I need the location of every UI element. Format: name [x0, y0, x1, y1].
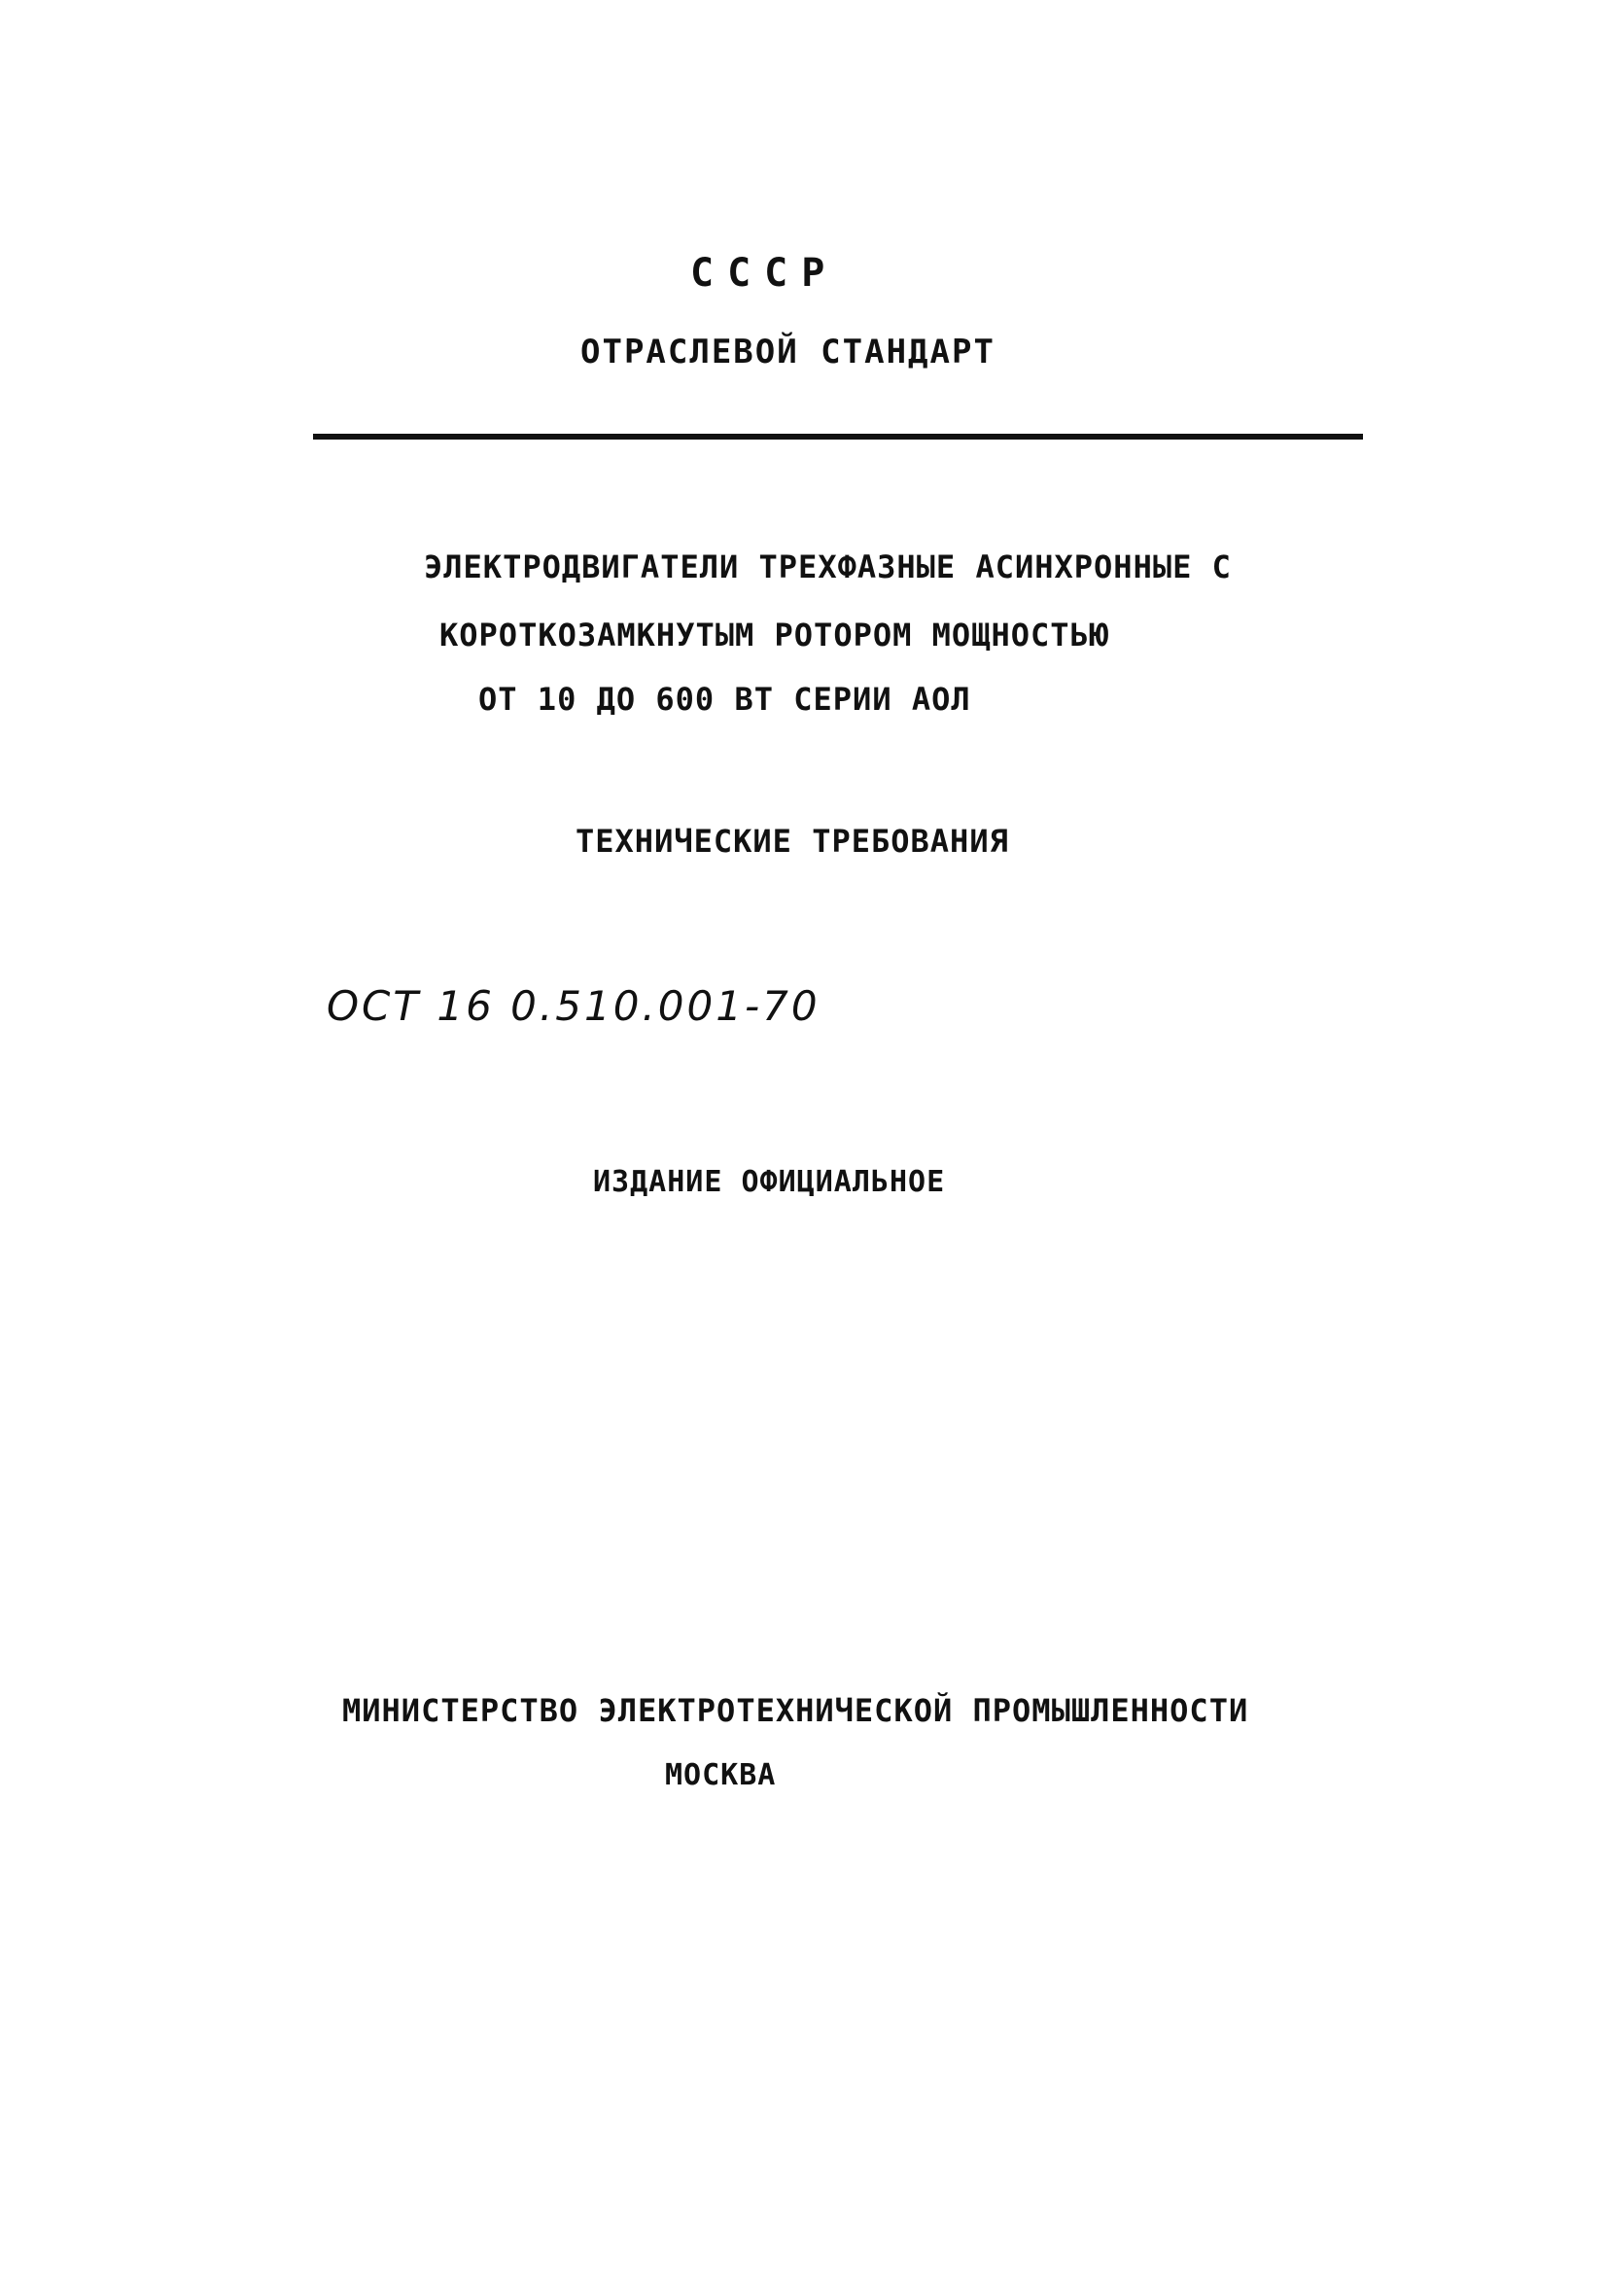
country-heading: СССР	[690, 251, 839, 296]
subtitle: ТЕХНИЧЕСКИЕ ТРЕБОВАНИЯ	[576, 823, 1009, 860]
standard-type-heading: ОТРАСЛЕВОЙ СТАНДАРТ	[580, 333, 996, 371]
header-divider	[313, 434, 1363, 440]
standard-designation: ОСТ 16 0.510.001-70	[327, 982, 821, 1030]
publication-city: МОСКВА	[665, 1758, 777, 1792]
title-line-3: ОТ 10 ДО 600 ВТ СЕРИИ АОЛ	[478, 681, 971, 718]
edition-note: ИЗДАНИЕ ОФИЦИАЛЬНОЕ	[593, 1165, 946, 1199]
title-line-2: КОРОТКОЗАМКНУТЫМ РОТОРОМ МОЩНОСТЬЮ	[439, 617, 1110, 653]
publisher-name: МИНИСТЕРСТВО ЭЛЕКТРОТЕХНИЧЕСКОЙ ПРОМЫШЛЕННОСТИ	[342, 1692, 1249, 1729]
title-line-1: ЭЛЕКТРОДВИГАТЕЛИ ТРЕХФАЗНЫЕ АСИНХРОННЫЕ С	[424, 548, 1232, 585]
